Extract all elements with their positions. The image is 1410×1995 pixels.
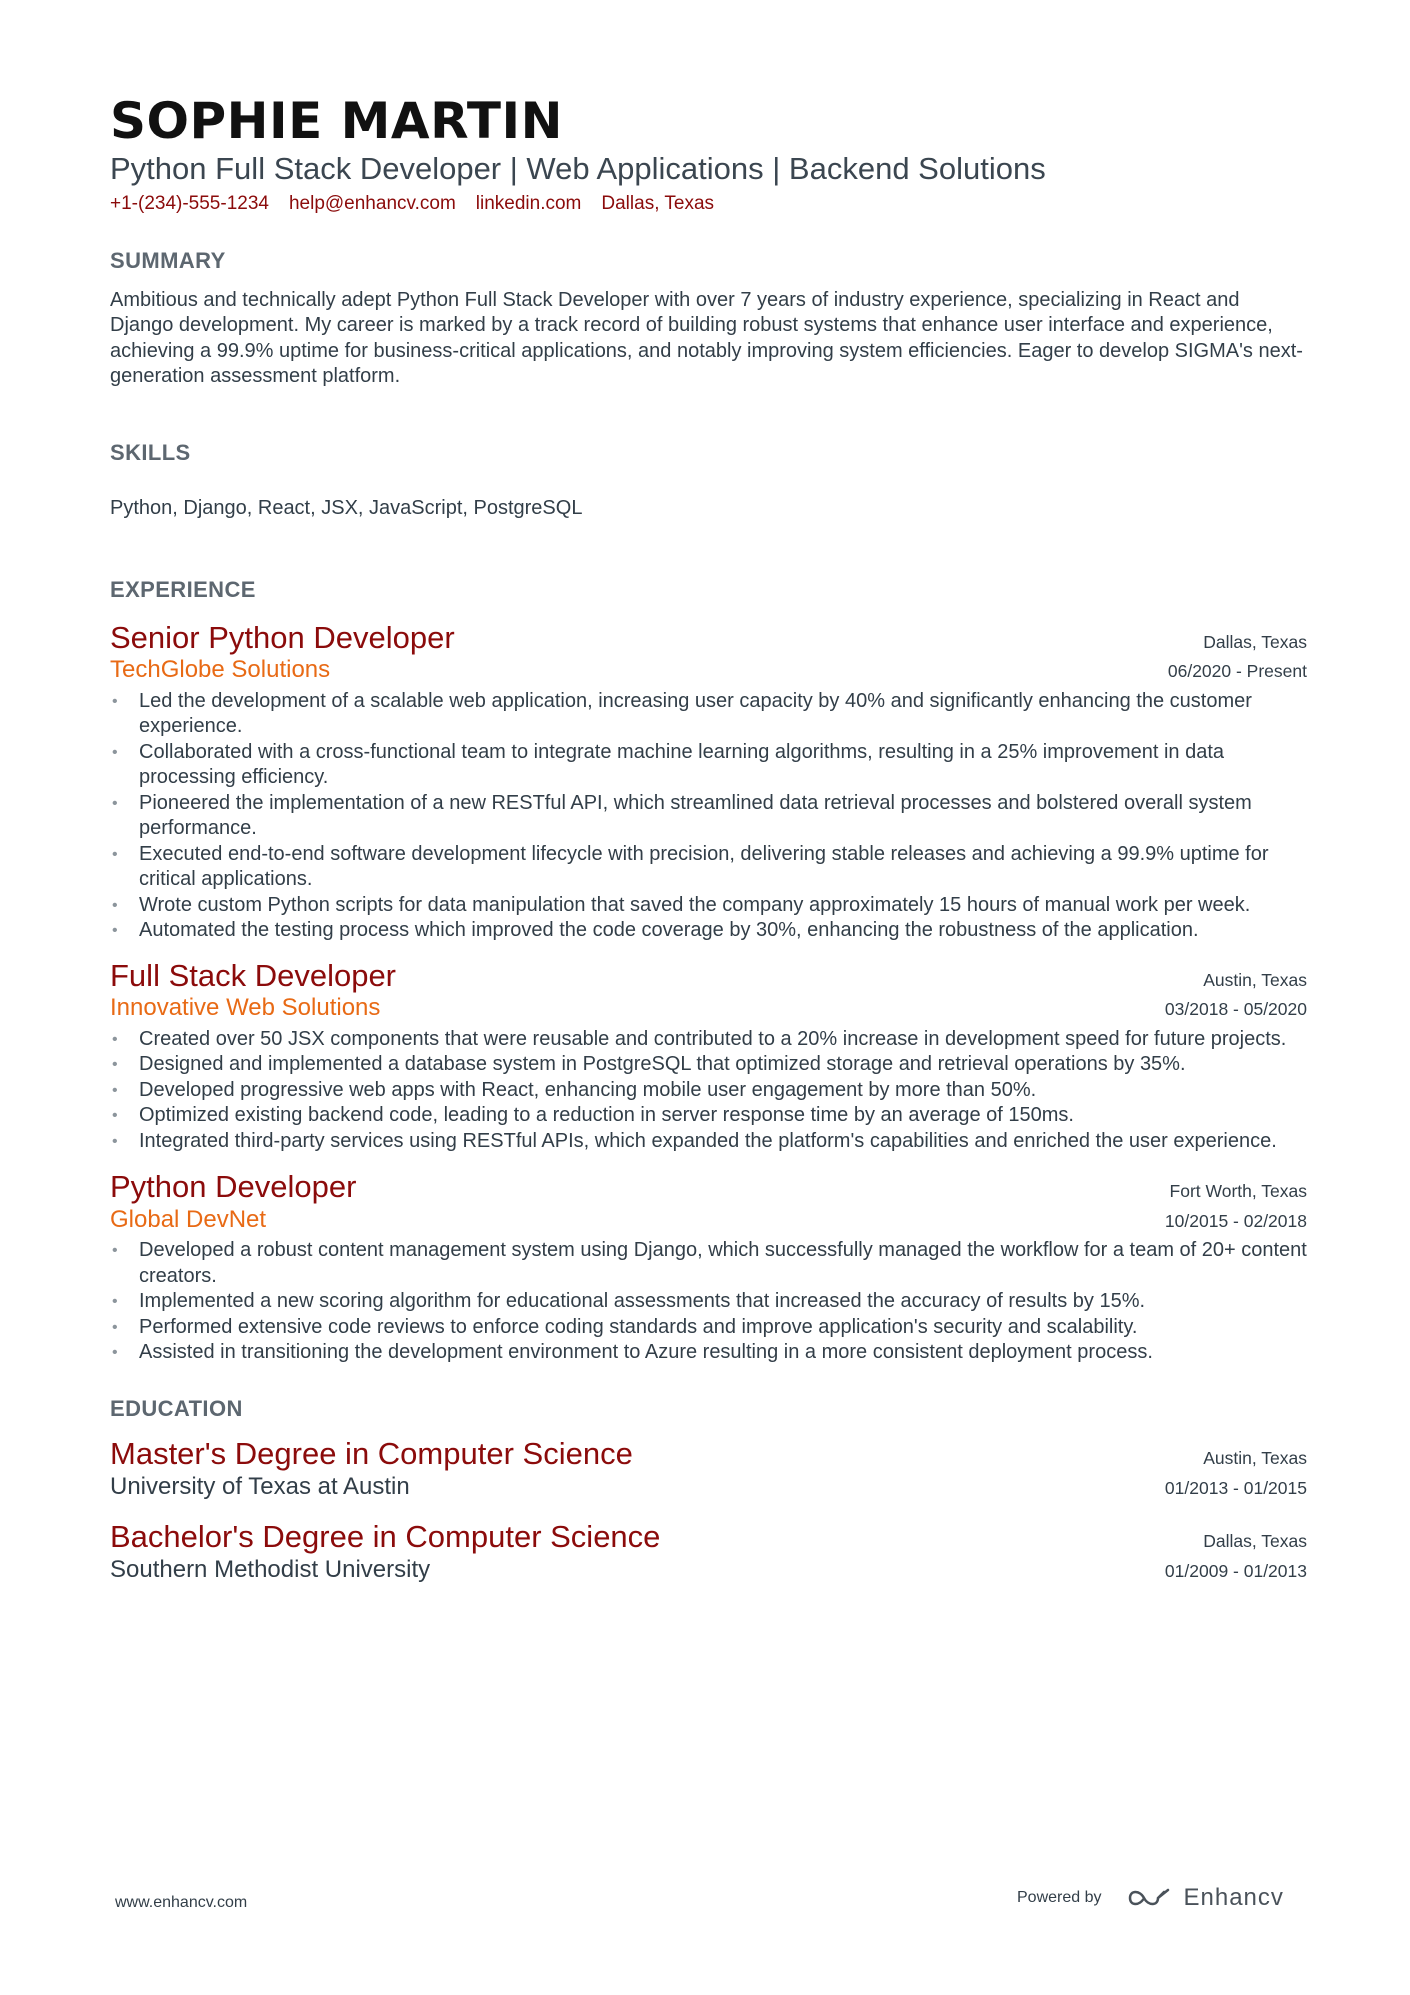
job-title: Full Stack Developer	[110, 957, 397, 993]
headline: Python Full Stack Developer | Web Applications | Backend Solutions	[110, 151, 1046, 186]
company-name: TechGlobe Solutions	[110, 655, 331, 683]
education-section	[110, 1396, 1307, 1585]
job-dates: 03/2018 - 05/2020	[1164, 999, 1307, 1020]
bullet-dot-icon: •	[112, 1056, 118, 1074]
bullet-item: • Performed extensive code reviews to enforce coding standards and improve application's security and scalability.	[110, 1315, 1307, 1341]
job-title: Senior Python Developer	[110, 619, 455, 655]
school-name: Southern Methodist University	[110, 1555, 431, 1583]
bullet-dot-icon: •	[112, 1030, 118, 1048]
contact-email[interactable]: help@enhancv.com	[288, 192, 456, 214]
bullet-dot-icon: •	[112, 743, 118, 761]
bullet-item: • Created over 50 JSX components that were reusable and contributed to a 20% increase in development speed for future projects.	[110, 1027, 1307, 1053]
bullet-item: • Pioneered the implementation of a new RESTful API, which streamlined data retrieval processes and bolstered overall system performance.	[112, 791, 1252, 840]
bullet-item: • Integrated third-party services using RESTful APIs, which expanded the platform's capabilities and enriched the user experience.	[110, 1129, 1307, 1155]
education-entry	[110, 1519, 1307, 1584]
skills-title: SKILLS	[110, 439, 191, 465]
job-location: Dallas, Texas	[1203, 631, 1307, 652]
brand-logo[interactable]	[1126, 1884, 1284, 1912]
bullet-item: • Led the development of a scalable web application, increasing user capacity by 40% and significantly enhancing the customer experience.	[112, 689, 1252, 738]
contact-bar	[110, 193, 1307, 216]
resume-page	[110, 92, 1307, 1584]
experience-entry	[110, 620, 1307, 944]
bullet-item: • Developed progressive web apps with React, enhancing mobile user engagement by more than 50%.	[110, 1078, 1307, 1104]
bullet-dot-icon: •	[112, 922, 118, 940]
bullet-item: • Optimized existing backend code, leading to a reduction in server response time by an average of 150ms.	[110, 1103, 1307, 1129]
job-dates: 06/2020 - Present	[1167, 660, 1307, 681]
bullet-item: • Collaborated with a cross-functional team to integrate machine learning algorithms, resulting in a 25% improvement in data processing efficiency.	[112, 740, 1225, 789]
bullet-dot-icon: •	[112, 1132, 118, 1150]
bullet-dot-icon: •	[112, 896, 118, 914]
summary-section	[110, 248, 1307, 390]
bullet-item: • Automated the testing process which improved the code coverage by 30%, enhancing the robustness of the application.	[110, 918, 1307, 944]
contact-phone[interactable]: +1-(234)-555-1234	[110, 192, 269, 214]
bullet-item: • Developed a robust content management system using Django, which successfully managed the workflow for a team of 20+ content creators.	[112, 1239, 1307, 1287]
bullet-dot-icon: •	[112, 1318, 118, 1336]
candidate-name: SOPHIE MARTIN	[110, 92, 563, 150]
degree-title: Master's Degree in Computer Science	[110, 1436, 633, 1472]
bullet-dot-icon: •	[112, 1293, 118, 1311]
education-entry	[110, 1436, 1307, 1501]
bullet-list	[110, 1027, 1307, 1155]
powered-by-label: Powered by	[1017, 1889, 1102, 1906]
bullet-dot-icon: •	[112, 1107, 118, 1125]
degree-title: Bachelor's Degree in Computer Science	[110, 1519, 661, 1555]
bullet-dot-icon: •	[112, 1081, 118, 1099]
brand-name: Enhancv	[1183, 1884, 1284, 1911]
bullet-item: • Designed and implemented a database system in PostgreSQL that optimized storage and retrieval operations by 35%.	[110, 1052, 1307, 1078]
education-dates: 01/2009 - 01/2013	[1164, 1560, 1307, 1581]
job-location: Austin, Texas	[1203, 969, 1307, 990]
bullet-item: • Assisted in transitioning the development environment to Azure resulting in a more consistent deployment process.	[110, 1340, 1307, 1366]
bullet-item: • Implemented a new scoring algorithm for educational assessments that increased the accuracy of results by 15%.	[110, 1289, 1307, 1315]
footer-website[interactable]: www.enhancv.com	[115, 1894, 248, 1911]
footer-branding	[1017, 1884, 1284, 1912]
education-dates: 01/2013 - 01/2015	[1164, 1477, 1307, 1498]
job-title: Python Developer	[110, 1169, 357, 1205]
education-location: Dallas, Texas	[1203, 1531, 1307, 1552]
company-name: Innovative Web Solutions	[110, 994, 381, 1022]
education-title: EDUCATION	[110, 1395, 243, 1421]
contact-location: Dallas, Texas	[601, 192, 715, 214]
bullet-list	[110, 1238, 1307, 1366]
job-dates: 10/2015 - 02/2018	[1164, 1210, 1307, 1231]
bullet-dot-icon: •	[112, 845, 118, 863]
bullet-dot-icon: •	[112, 794, 118, 812]
summary-text: Ambitious and technically adept Python Full Stack Developer with over 7 years of industry experience, specializing in React and Django development. My career is marked by a track record of building robust systems that enhance user interface and experience, achieving a 99.9% uptime for business-critical applications, and notably improving system efficiencies. Eager to develop SIGMA's next-generation assessment platform.	[110, 288, 1303, 388]
job-location: Fort Worth, Texas	[1169, 1181, 1307, 1202]
bullet-dot-icon: •	[112, 692, 118, 710]
education-location: Austin, Texas	[1203, 1448, 1307, 1469]
enhancv-logo-icon	[1126, 1886, 1172, 1910]
bullet-list	[110, 689, 1307, 944]
experience-section	[110, 577, 1307, 1366]
experience-entry	[110, 1169, 1307, 1366]
company-name: Global DevNet	[110, 1205, 267, 1233]
school-name: University of Texas at Austin	[110, 1472, 410, 1500]
bullet-dot-icon: •	[112, 1344, 118, 1362]
bullet-dot-icon: •	[112, 1242, 118, 1260]
bullet-item: • Executed end-to-end software development lifecycle with precision, delivering stable releases and achieving a 99.9% uptime for critical applications.	[112, 842, 1269, 891]
skills-section	[110, 440, 1307, 520]
contact-linkedin[interactable]: linkedin.com	[475, 192, 582, 214]
skills-list: Python, Django, React, JSX, JavaScript, PostgreSQL	[110, 497, 583, 520]
experience-title: EXPERIENCE	[110, 577, 256, 603]
bullet-item: • Wrote custom Python scripts for data manipulation that saved the company approximately 15 hours of manual work per week.	[110, 893, 1307, 919]
summary-title: SUMMARY	[110, 247, 226, 273]
experience-entry	[110, 958, 1307, 1155]
